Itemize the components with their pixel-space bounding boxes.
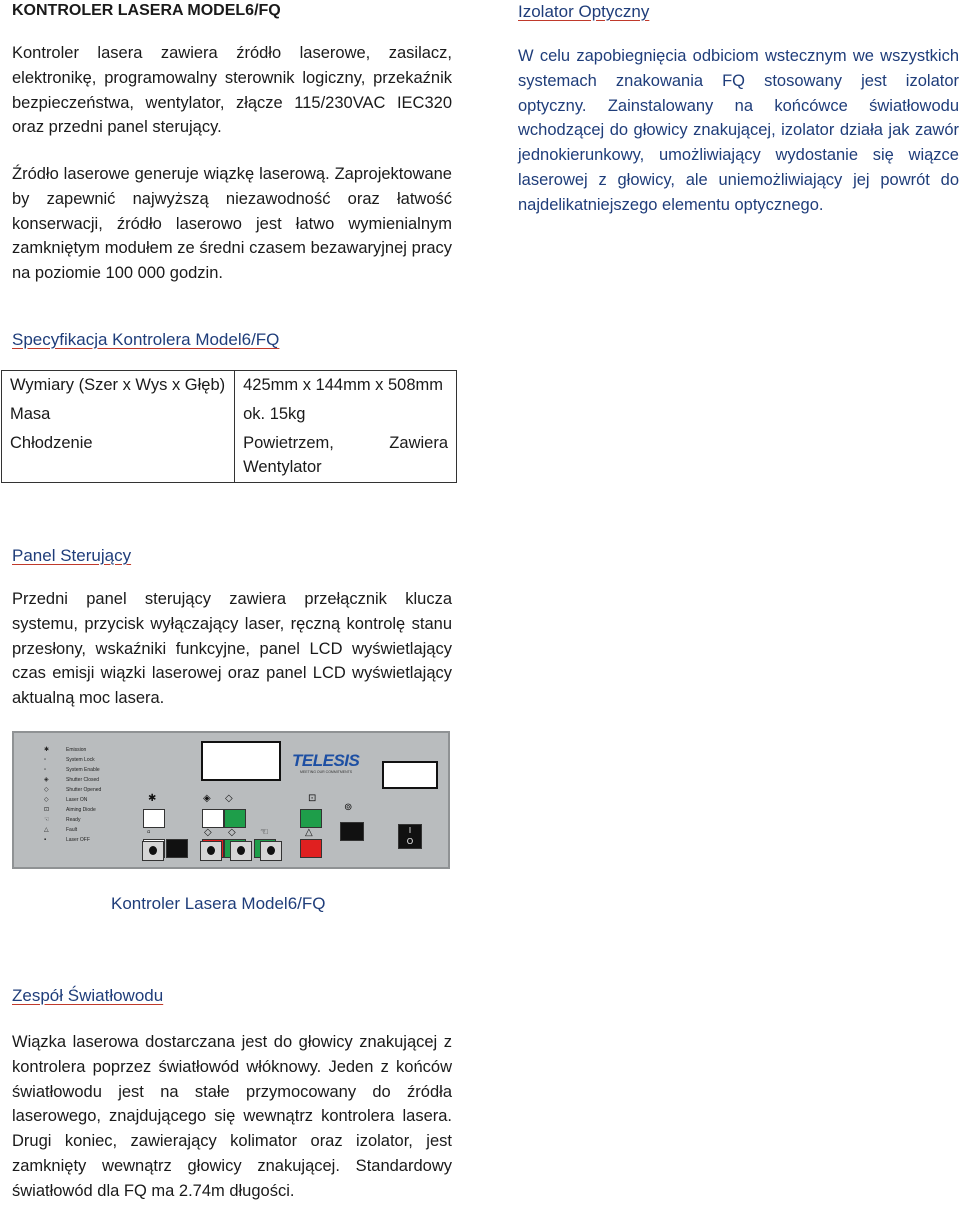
- fiber-heading: Zespół Światłowodu: [12, 986, 164, 1005]
- system-enable-indicator: [166, 839, 188, 858]
- lock-icon: ▫: [147, 827, 151, 838]
- spec-heading: Specyfikacja Kontrolera Model6/FQ: [12, 330, 280, 349]
- shutter-closed-icon: ◈: [44, 777, 49, 783]
- control-panel-figure: [12, 731, 450, 869]
- emission-time-lcd: [201, 741, 281, 781]
- spec-table: [1, 370, 457, 483]
- aiming-diode-icon: ⊡: [44, 807, 50, 813]
- key-switch[interactable]: [142, 841, 164, 861]
- legend-item: Laser OFF: [66, 837, 90, 843]
- panel-paragraph: Przedni panel sterujący zawiera przełącznik klucza systemu, przycisk wyłączający laser, ręczną kontrolę stanu przesłony, wskaźniki funkcyjne, panel LCD wyświetlający czas emisji wiązki laserowej oraz panel LCD wyświetlający aktualną moc lasera.: [12, 590, 452, 708]
- emission-icon: ✱: [148, 793, 157, 804]
- figure-caption: Kontroler Lasera Model6/FQ: [111, 894, 326, 913]
- laser-on-icon: ◇: [44, 797, 49, 803]
- legend-item: System Enable: [66, 767, 100, 773]
- laser-source-paragraph: Źródło laserowe generuje wiązkę laserową. Zaprojektowane by zapewnić najwyższą niezawodność oraz łatwość konserwacji, źródło laserowo jest łatwo wymienialnym zamkniętym modułem ze średni czasem bezawaryjnej pracy na poziomie 100 000 godzin.: [12, 165, 452, 283]
- rotary-knob[interactable]: [260, 841, 282, 861]
- laser-power-lcd: [382, 761, 438, 789]
- unlock-icon: ▫: [44, 767, 47, 773]
- emission-icon: ✱: [44, 747, 50, 753]
- shutter-knob[interactable]: [200, 841, 222, 861]
- key-icon: ⊚: [344, 802, 353, 813]
- spec-label: Chłodzenie: [2, 429, 235, 483]
- ready-icon: ☜: [260, 827, 269, 838]
- spec-label: Masa: [2, 400, 235, 429]
- shutter-open-indicator: [224, 809, 246, 828]
- legend-item: Laser ON: [66, 797, 88, 803]
- fiber-paragraph: Wiązka laserowa dostarczana jest do głowicy znakującej z kontrolera poprzez światłowód włóknowy. Jeden z końców światłowodu jest na stałe przymocowany do źródła laserowego, znajdującego się wewnątrz kontrolera lasera. Drugi koniec, zawierający kolimator oraz izolator, jest zamknięty wewnątrz głowicy znakującej. Standardowy światłowód dla FQ ma 2.74m długości.: [12, 1033, 452, 1200]
- spec-row-mass: [2, 400, 457, 429]
- legend-item: Ready: [66, 817, 81, 823]
- aiming-diode-indicator: [300, 809, 322, 828]
- legend-item: Fault: [66, 827, 78, 833]
- brand-logo: TELESIS: [292, 751, 360, 770]
- emission-indicator: [143, 809, 165, 828]
- shutter-closed-indicator: [202, 809, 224, 828]
- rotary-knob[interactable]: [230, 841, 252, 861]
- legend-item: Shutter Opened: [66, 787, 102, 793]
- spec-value: ok. 15kg: [235, 400, 457, 429]
- laser-off-icon: ▪: [44, 837, 47, 843]
- document-title: KONTROLER LASERA MODEL6/FQ: [12, 2, 281, 19]
- shutter-close-switch-icon: ◇: [204, 827, 212, 838]
- isolator-heading: Izolator Optyczny: [518, 2, 650, 21]
- spec-value: 425mm x 144mm x 508mm: [235, 371, 457, 400]
- shutter-open-icon: ◇: [44, 787, 49, 793]
- ready-icon: ☜: [44, 817, 50, 823]
- legend-item: Shutter Closed: [66, 777, 100, 783]
- legend-item: Emission: [66, 747, 87, 753]
- panel-heading: Panel Sterujący: [12, 546, 132, 565]
- shutter-open-icon: ◇: [225, 793, 233, 804]
- laser-on-icon: ◇: [228, 827, 236, 838]
- power-switch[interactable]: I O: [398, 824, 422, 849]
- spec-value: Powietrzem, Zawiera Wentylator: [235, 429, 457, 483]
- spec-row-cooling: [2, 429, 457, 483]
- fault-icon: △: [305, 827, 313, 838]
- spec-label: Wymiary (Szer x Wys x Głęb): [2, 371, 235, 400]
- isolator-paragraph: W celu zapobiegnięcia odbiciom wstecznym we wszystkich systemach znakowania FQ stosowany jest izolator optyczny. Zainstalowany na końcówce światłowodu wchodzącej do głowicy znakującej, izolator działa jak zawór jednokierunkowy, umożliwiający wydostanie się wiązce laserowej z głowicy, ale uniemożliwiający jej powrót do najdelikatniejszego elementu optycznego.: [518, 47, 959, 214]
- laser-off-button[interactable]: [340, 822, 364, 841]
- brand-tagline: MEETING OUR COMMITMENTS: [300, 770, 353, 774]
- shutter-closed-icon: ◈: [203, 793, 211, 804]
- legend-item: Aiming Diode: [66, 807, 96, 813]
- intro-paragraph: Kontroler lasera zawiera źródło laserowe, zasilacz, elektronikę, programowalny sterownik logiczny, przekaźnik bezpieczeństwa, wentylator, złącze 115/230VAC IEC320 oraz przedni panel sterujący.: [12, 44, 452, 137]
- fault-indicator: [300, 839, 322, 858]
- spec-row-dimensions: [2, 371, 457, 400]
- legend-item: System Lock: [66, 757, 95, 763]
- lock-icon: ▫: [44, 757, 47, 763]
- fault-icon: △: [44, 827, 49, 833]
- aiming-diode-icon: ⊡: [308, 793, 317, 804]
